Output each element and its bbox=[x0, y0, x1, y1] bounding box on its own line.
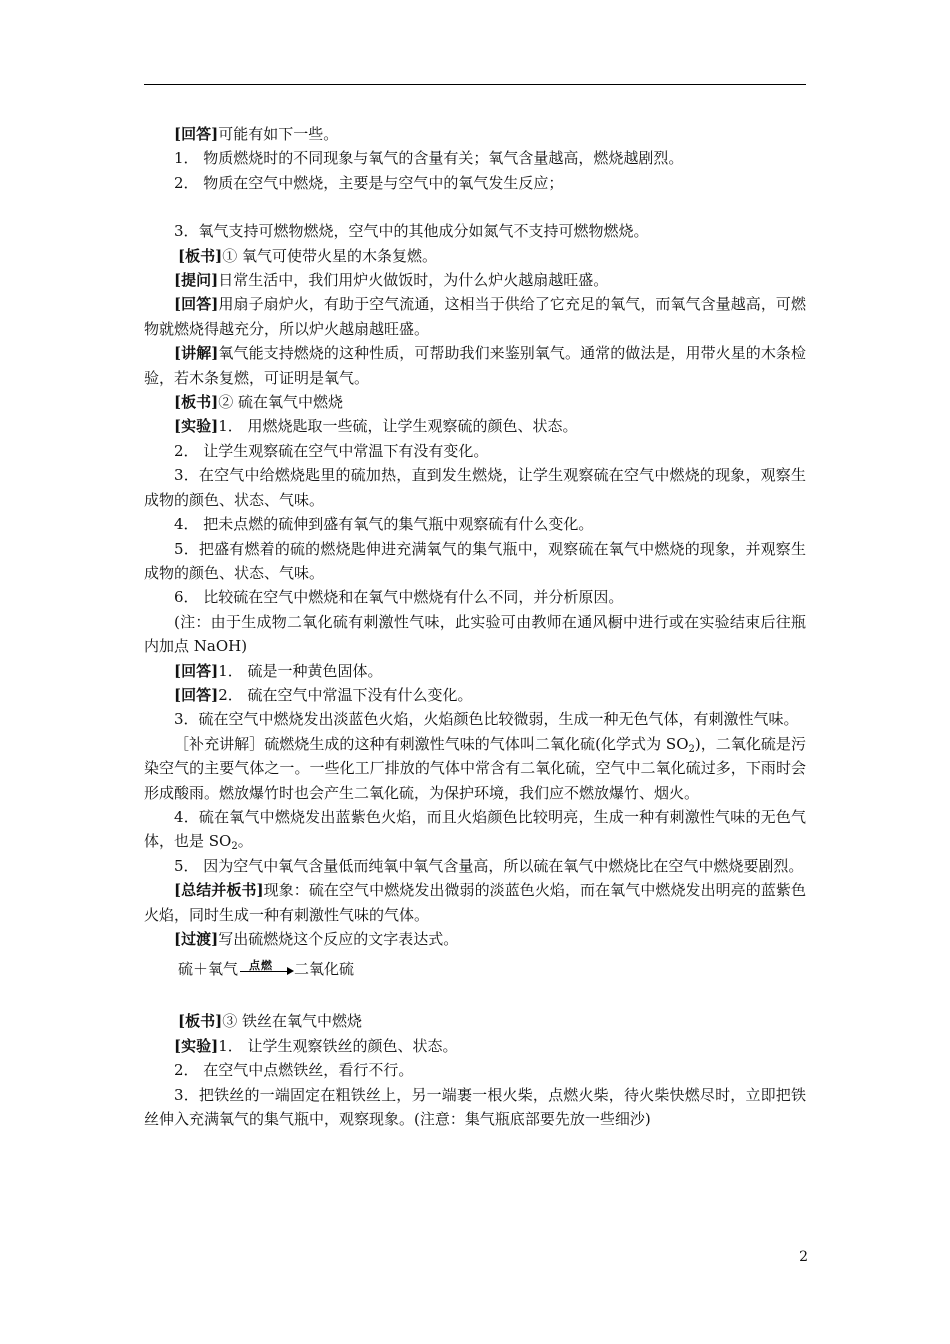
paragraph: [回答]可能有如下一些。 bbox=[174, 125, 339, 143]
paragraph: 4．硫在氧气中燃烧发出蓝紫色火焰，而且火焰颜色比较明亮，生成一种有刺激性气味的无色气体，也是 $SO_2$。 bbox=[144, 807, 806, 853]
paragraph: 2． 在空气中点燃铁丝，看行不行。 bbox=[174, 1061, 414, 1080]
paragraph: 5．把盛有燃着的硫的燃烧匙伸进充满氧气的集气瓶中，观察硫在氧气中燃烧的现象，并观察生成物的颜色、状态、气味。 bbox=[144, 539, 806, 582]
paragraph: 3．把铁丝的一端固定在粗铁丝上，另一端裹一根火柴，点燃火柴，待火柴快燃尽时，立即把铁丝伸入充满氧气的集气瓶中，观察现象。(注意：集气瓶底部要先放一些细沙) bbox=[144, 1085, 806, 1129]
paragraph: (注：由于生成物二氧化硫有刺激性气味，此实验可由教师在通风橱中进行或在实验结束后往瓶内加点 NaOH) bbox=[144, 612, 806, 656]
page-body bbox=[144, 122, 806, 1131]
paragraph: 3．硫在空气中燃烧发出淡蓝色火焰，火焰颜色比较微弱，生成一种无色气体，有刺激性气味。 bbox=[174, 710, 799, 729]
paragraph: [板书]③ 铁丝在氧气中燃烧 bbox=[178, 1012, 362, 1031]
page-number: 2 bbox=[799, 1249, 808, 1265]
paragraph: 1． 物质燃烧时的不同现象与氧气的含量有关；氧气含量越高，燃烧越剧烈。 bbox=[174, 149, 684, 168]
subscript: 2 bbox=[231, 841, 238, 853]
paragraph: [总结并板书]现象：硫在空气中燃烧发出微弱的淡蓝色火焰，而在氧气中燃烧发出明亮的蓝紫色火焰，同时生成一种有刺激性气味的气体。 bbox=[144, 881, 806, 924]
paragraph: 6． 比较硫在空气中燃烧和在氧气中燃烧有什么不同，并分析原因。 bbox=[174, 588, 624, 607]
subscript: 2 bbox=[688, 743, 695, 755]
paragraph: [提问]日常生活中，我们用炉火做饭时，为什么炉火越扇越旺盛。 bbox=[174, 271, 609, 290]
paragraph: [实验]1． 用燃烧匙取一些硫，让学生观察硫的颜色、状态。 bbox=[174, 417, 578, 436]
arrow-line bbox=[240, 971, 292, 972]
paragraph: [回答]2． 硫在空气中常温下没有什么变化。 bbox=[174, 685, 473, 704]
paragraph: [实验]1． 让学生观察铁丝的颜色、状态。 bbox=[174, 1036, 458, 1055]
equation-product: 二氧化硫 bbox=[294, 960, 355, 979]
paragraph: [讲解]氧气能支持燃烧的这种性质，可帮助我们来鉴别氧气。通常的做法是，用带火星的木条检验，若木条复燃，可证明是氧气。 bbox=[144, 344, 806, 387]
paragraph: 3．在空气中给燃烧匙里的硫加热，直到发生燃烧，让学生观察硫在空气中燃烧的现象，观察生成物的颜色、状态、气味。 bbox=[144, 466, 806, 509]
paragraph: 2． 让学生观察硫在空气中常温下有没有变化。 bbox=[174, 441, 489, 460]
paragraph: 2． 物质在空气中燃烧，主要是与空气中的氧气发生反应； bbox=[174, 173, 564, 192]
header-rule bbox=[144, 84, 806, 85]
reaction-condition: 点燃 bbox=[249, 959, 274, 973]
paragraph: [板书]① 氧气可使带火星的木条复燃。 bbox=[178, 246, 437, 265]
paragraph: ［补充讲解］硫燃烧生成的这种有刺激性气味的气体叫二氧化硫(化学式为 $SO_2$)，二氧化硫是污染空气的主要气体之一。一些化工厂排放的气体中常含有二氧化硫，空气中二氧化硫过多，下雨时会形成酸雨。燃放爆竹时也会产生二氧化硫，为保护环境，我们应不燃放爆竹、烟火。 bbox=[144, 734, 806, 802]
reaction-arrow bbox=[240, 960, 292, 980]
paragraph: [回答]1． 硫是一种黄色固体。 bbox=[174, 661, 383, 680]
arrow-head-icon bbox=[287, 967, 294, 975]
equation-reactants: 硫＋氧气 bbox=[178, 960, 239, 979]
blank-line bbox=[144, 985, 806, 1009]
word-equation bbox=[178, 957, 806, 985]
paragraph: 4． 把未点燃的硫伸到盛有氧气的集气瓶中观察硫有什么变化。 bbox=[174, 515, 594, 534]
paragraph: [板书]② 硫在氧气中燃烧 bbox=[174, 393, 343, 412]
blank-line bbox=[144, 195, 806, 219]
paragraph: 5． 因为空气中氧气含量低而纯氧中氧气含量高，所以硫在氧气中燃烧比在空气中燃烧要剧烈。 bbox=[174, 856, 804, 875]
paragraph: [过渡]写出硫燃烧这个反应的文字表达式。 bbox=[174, 930, 459, 948]
paragraph: 3．氧气支持可燃物燃烧，空气中的其他成分如氮气不支持可燃物燃烧。 bbox=[174, 222, 649, 241]
paragraph: [回答]用扇子扇炉火，有助于空气流通，这相当于供给了它充足的氧气，而氧气含量越高，可燃物就燃烧得越充分，所以炉火越扇越旺盛。 bbox=[144, 295, 806, 338]
